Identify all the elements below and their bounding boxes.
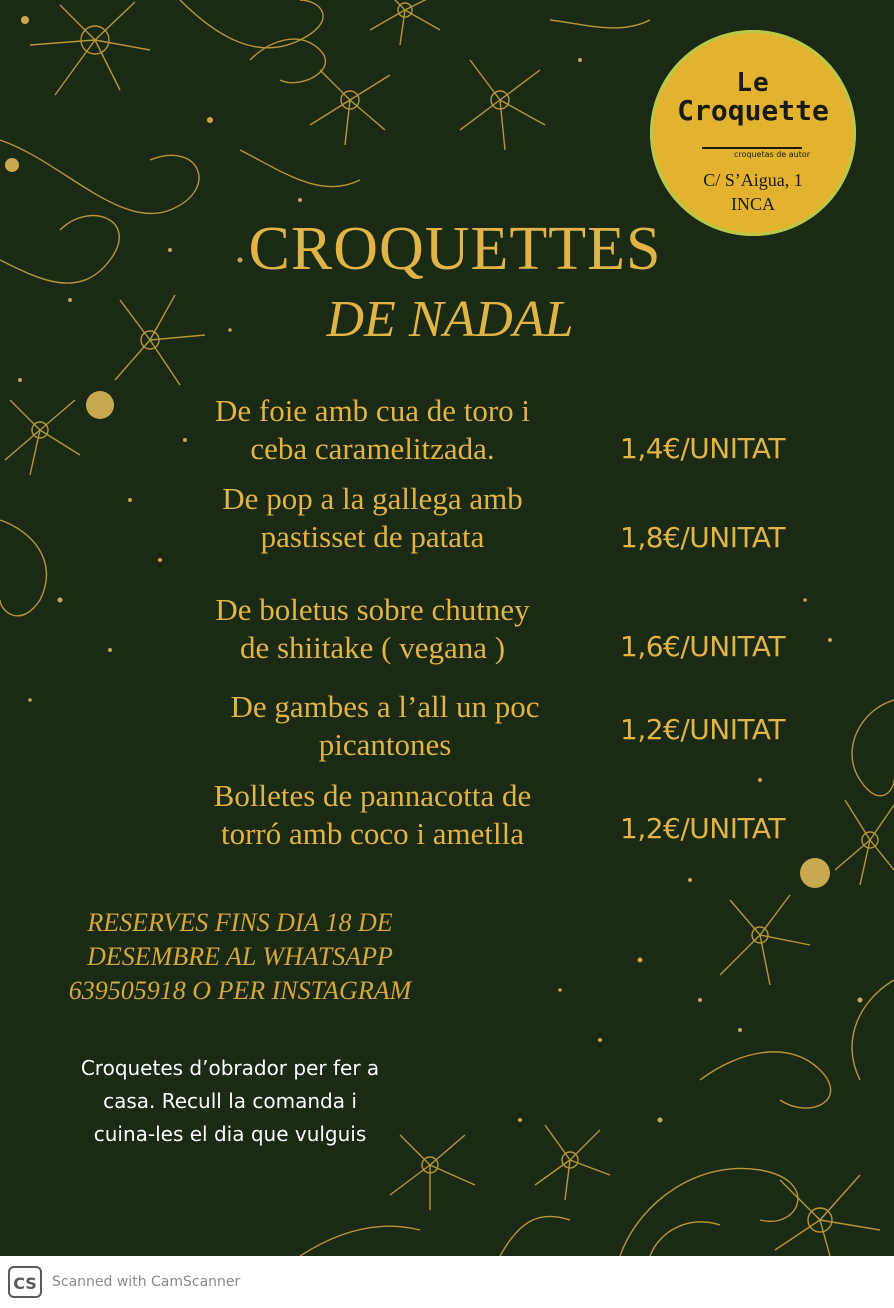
menu-item-name: De foie amb cua de toro i ceba caramelitzada. bbox=[214, 393, 531, 466]
menu-item-name: De gambes a l’all un poc picantones bbox=[230, 689, 540, 762]
menu-item-price: 1,4€/UNITAT bbox=[620, 432, 785, 465]
menu-item-price: 1,2€/UNITAT bbox=[620, 713, 785, 746]
menu-item-price: 1,2€/UNITAT bbox=[620, 812, 785, 845]
menu-item-price: 1,6€/UNITAT bbox=[620, 630, 785, 663]
logo-text-name: Croquette bbox=[677, 94, 829, 127]
logo-tagline: croquetas de autor bbox=[733, 150, 811, 159]
pickup-note: Croquetes d’obrador per fer a casa. Recull la comanda i cuina-les el dia que vulguis bbox=[80, 1056, 380, 1146]
flower-icon bbox=[30, 2, 150, 95]
flower-icon bbox=[115, 295, 205, 385]
flower-icon bbox=[370, 0, 440, 45]
menu-item-name: De boletus sobre chutney de shiitake ( vegana ) bbox=[215, 592, 530, 665]
scan-label: Scanned with CamScanner bbox=[52, 1274, 241, 1290]
logo-underline bbox=[702, 147, 802, 149]
scan-footer bbox=[0, 1256, 894, 1308]
flower-icon bbox=[460, 60, 545, 150]
flower-icon bbox=[720, 895, 810, 985]
menu-item-name: De pop a la gallega amb pastisset de patata bbox=[222, 481, 523, 554]
address-city: INCA bbox=[731, 194, 775, 214]
reservations-info: RESERVES FINS DIA 18 DE DESEMBRE AL WHATSAPP 639505918 O PER INSTAGRAM bbox=[68, 908, 412, 1005]
page-title: CROQUETTES bbox=[248, 215, 662, 283]
menu-item-price: 1,8€/UNITAT bbox=[620, 521, 785, 554]
camscanner-icon: CS bbox=[8, 1266, 42, 1298]
flower-icon bbox=[835, 800, 894, 885]
flower-icon bbox=[775, 1175, 880, 1256]
logo-text-le: Le bbox=[736, 68, 770, 98]
flower-icon bbox=[535, 1125, 610, 1200]
logo-badge bbox=[650, 30, 856, 236]
page-subtitle: DE NADAL bbox=[326, 291, 574, 348]
menu-item-name: Bolletes de pannacotta de torró amb coco i ametlla bbox=[213, 778, 532, 851]
address-street: C/ S’Aigua, 1 bbox=[703, 170, 803, 190]
flower-icon bbox=[5, 400, 80, 475]
address bbox=[650, 168, 856, 216]
flower-icon bbox=[310, 70, 390, 145]
